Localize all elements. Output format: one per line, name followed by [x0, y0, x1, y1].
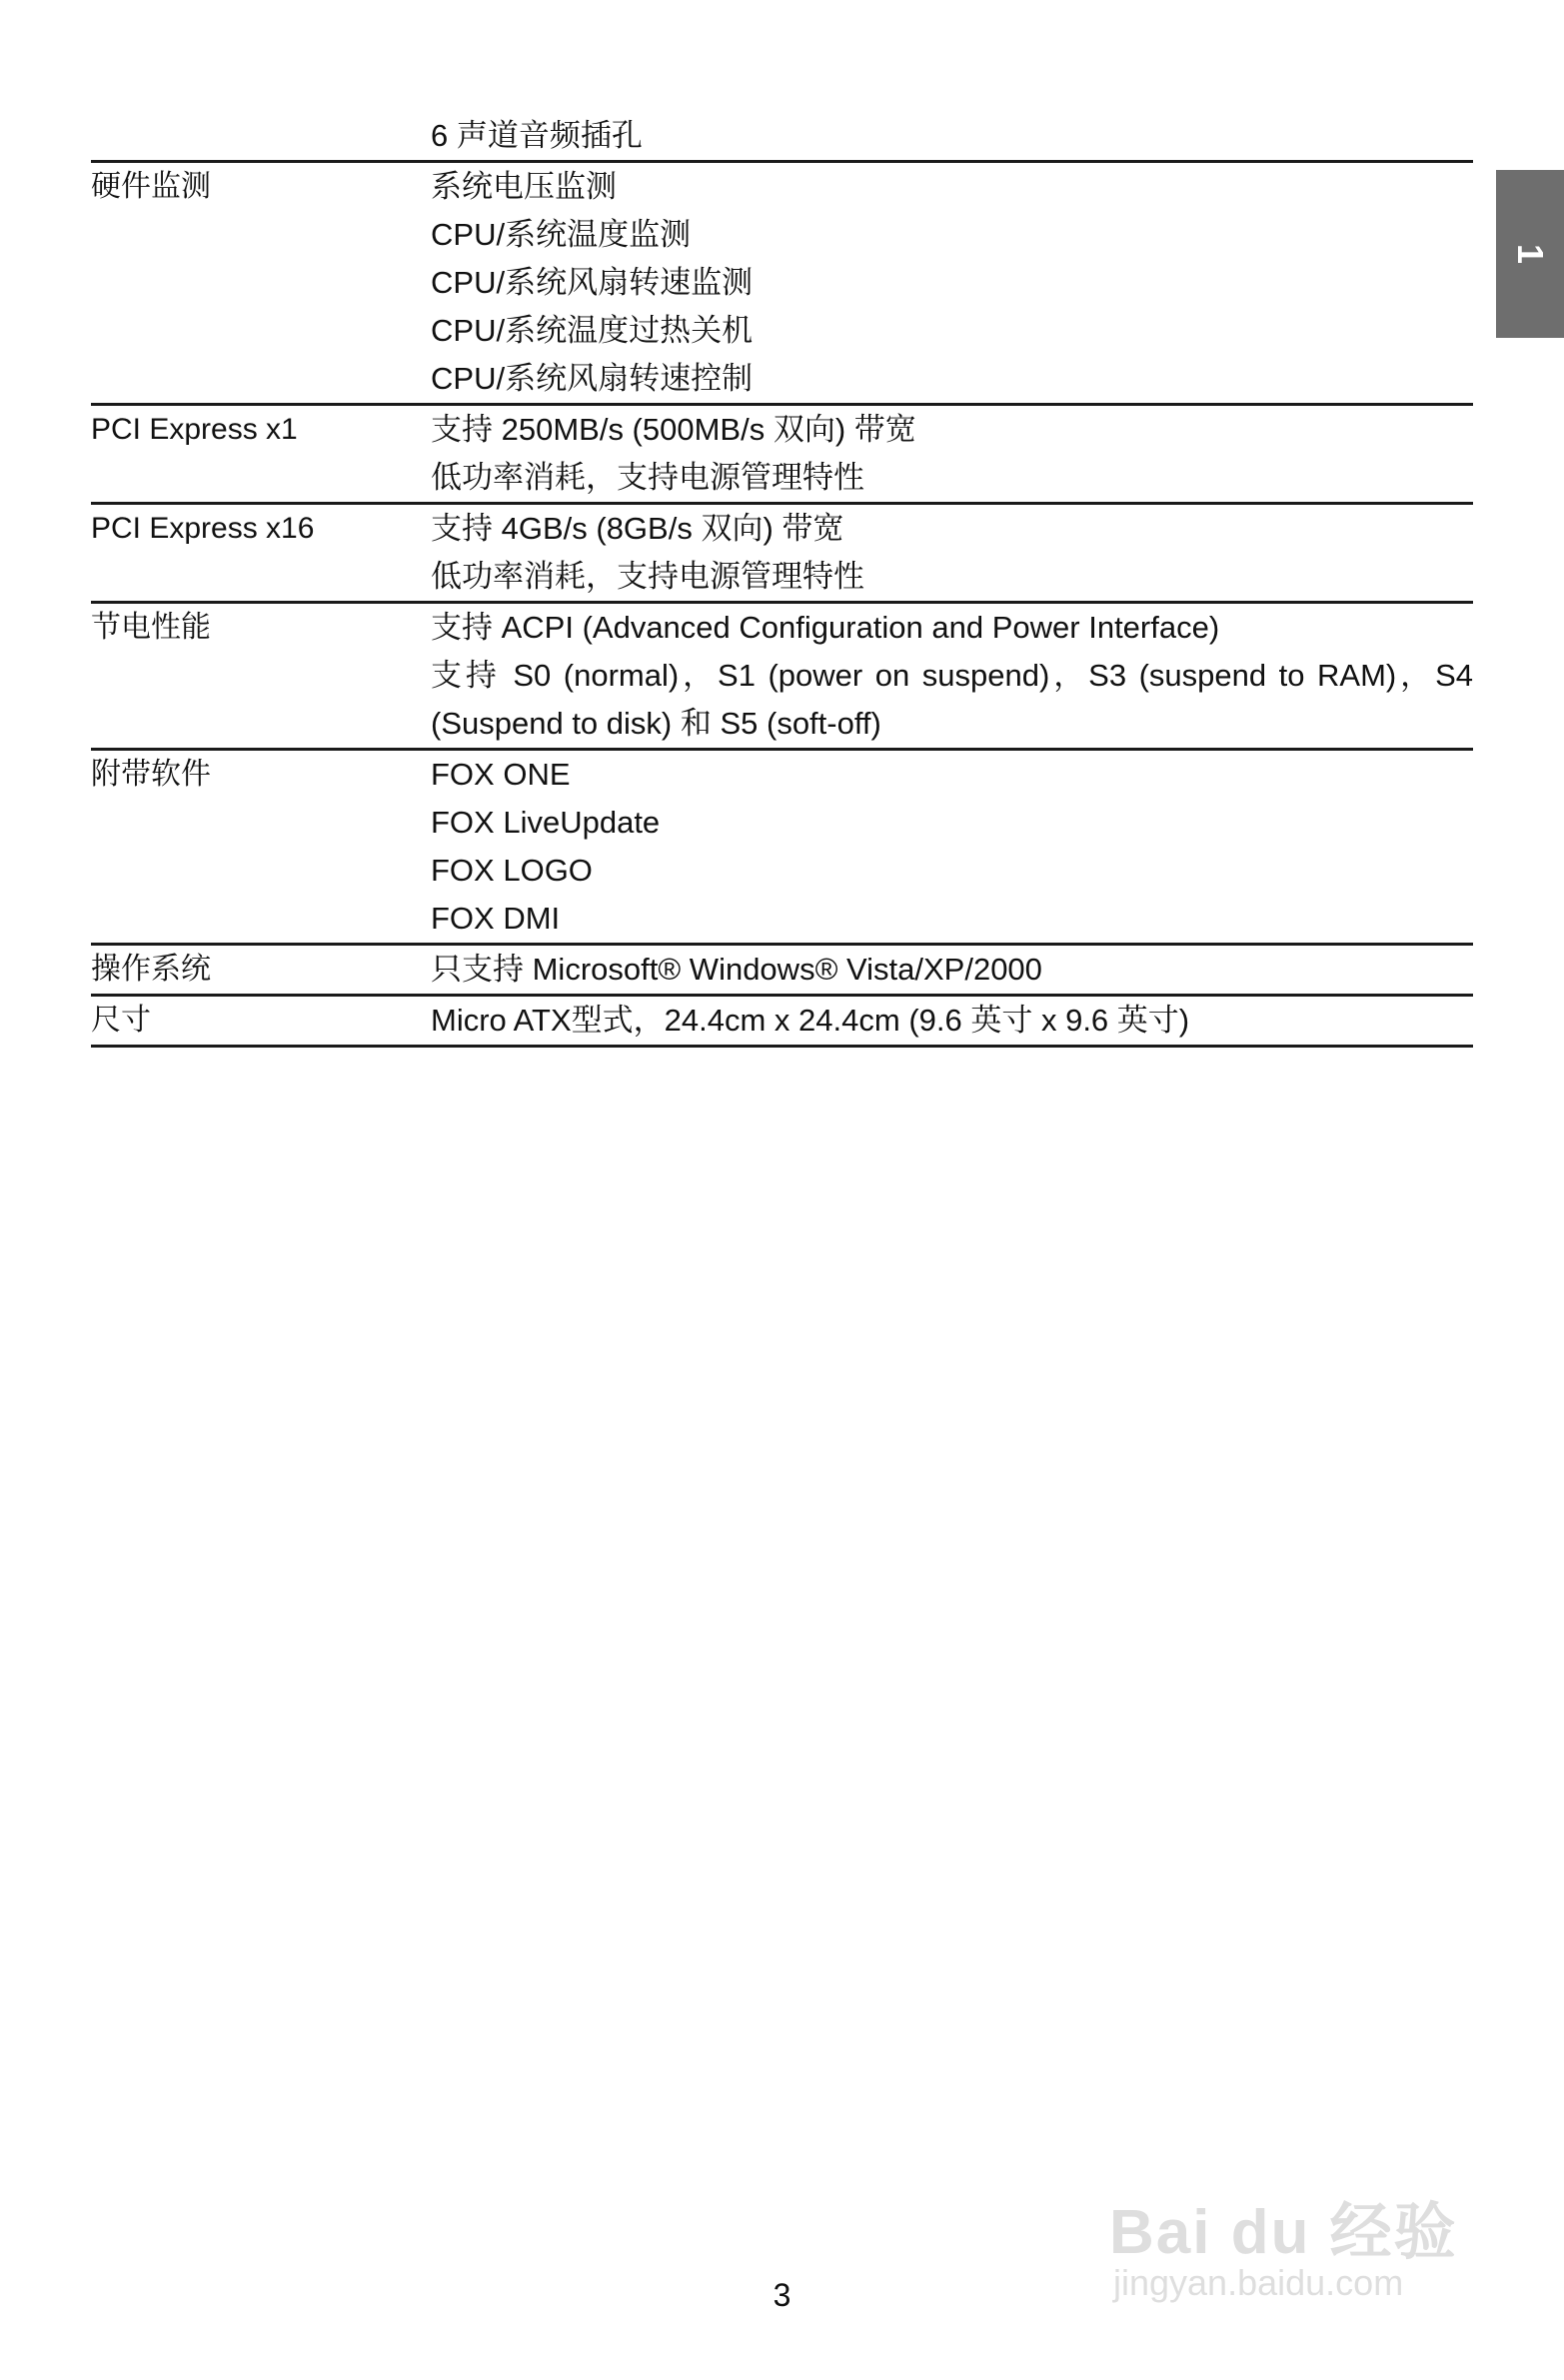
spec-values	[431, 604, 1473, 748]
spec-label: 附带软件	[91, 757, 211, 792]
spec-label	[91, 112, 431, 160]
spec-label: PCI Express x1	[91, 413, 298, 446]
spec-value: 支持 4GB/s (8GB/s 双向) 带宽	[431, 511, 844, 546]
spec-values	[431, 946, 1473, 994]
spec-row-dimensions	[91, 994, 1473, 1048]
spec-values	[431, 406, 1473, 502]
spec-value: 支持 ACPI (Advanced Configuration and Power Interface)	[431, 610, 1220, 645]
spec-value: CPU/系统温度监测	[431, 217, 692, 252]
spec-values	[431, 997, 1473, 1045]
spec-value: Micro ATX型式，24.4cm x 24.4cm (9.6 英寸 x 9.6 英寸)	[431, 1003, 1190, 1038]
spec-value: 低功率消耗，支持电源管理特性	[431, 559, 864, 594]
spec-row-pcie-x16	[91, 502, 1473, 601]
spec-value: CPU/系统风扇转速控制	[431, 361, 754, 396]
chapter-tab	[1496, 170, 1564, 338]
spec-value: CPU/系统温度过热关机	[431, 313, 754, 348]
spec-values	[431, 112, 1473, 160]
spec-row-bundled-software	[91, 748, 1473, 943]
spec-label: 节电性能	[91, 610, 211, 645]
baidu-watermark	[1109, 2144, 1469, 2304]
spec-label: 操作系统	[91, 952, 211, 987]
spec-value: 支持 S0 (normal)，S1 (power on suspend)，S3 (suspend to RAM)，S4 (Suspend to disk) 和 S5 (soft-off)	[431, 658, 1473, 741]
spec-label: PCI Express x16	[91, 512, 315, 545]
spec-row-hardware-monitor	[91, 160, 1473, 403]
spec-values	[431, 751, 1473, 943]
spec-value: FOX LOGO	[431, 853, 593, 888]
spec-value: 系统电压监测	[431, 169, 617, 204]
spec-row-pcie-x1	[91, 403, 1473, 502]
watermark-brand: Bai du 经验	[1109, 2198, 1458, 2267]
spec-values	[431, 163, 1473, 403]
spec-label: 尺寸	[91, 1003, 151, 1038]
spec-label: 硬件监测	[91, 169, 211, 204]
spec-value: FOX DMI	[431, 901, 561, 936]
spec-value: 6 声道音频插孔	[431, 118, 643, 153]
spec-values	[431, 505, 1473, 601]
spec-row-audio	[91, 112, 1473, 160]
spec-value: CPU/系统风扇转速监测	[431, 265, 754, 300]
watermark-url: jingyan.baidu.com	[1113, 2262, 1404, 2303]
spec-table	[91, 112, 1473, 1048]
chapter-tab-label: 1	[1510, 243, 1551, 265]
spec-value: FOX LiveUpdate	[431, 805, 661, 840]
spec-row-power-saving	[91, 601, 1473, 748]
spec-value: 只支持 Microsoft® Windows® Vista/XP/2000	[431, 952, 1042, 987]
spec-value: 支持 250MB/s (500MB/s 双向) 带宽	[431, 412, 916, 447]
spec-value: 低功率消耗，支持电源管理特性	[431, 460, 864, 495]
spec-value: FOX ONE	[431, 757, 571, 792]
page-number: 3	[773, 2277, 791, 2313]
spec-row-operating-system	[91, 943, 1473, 994]
